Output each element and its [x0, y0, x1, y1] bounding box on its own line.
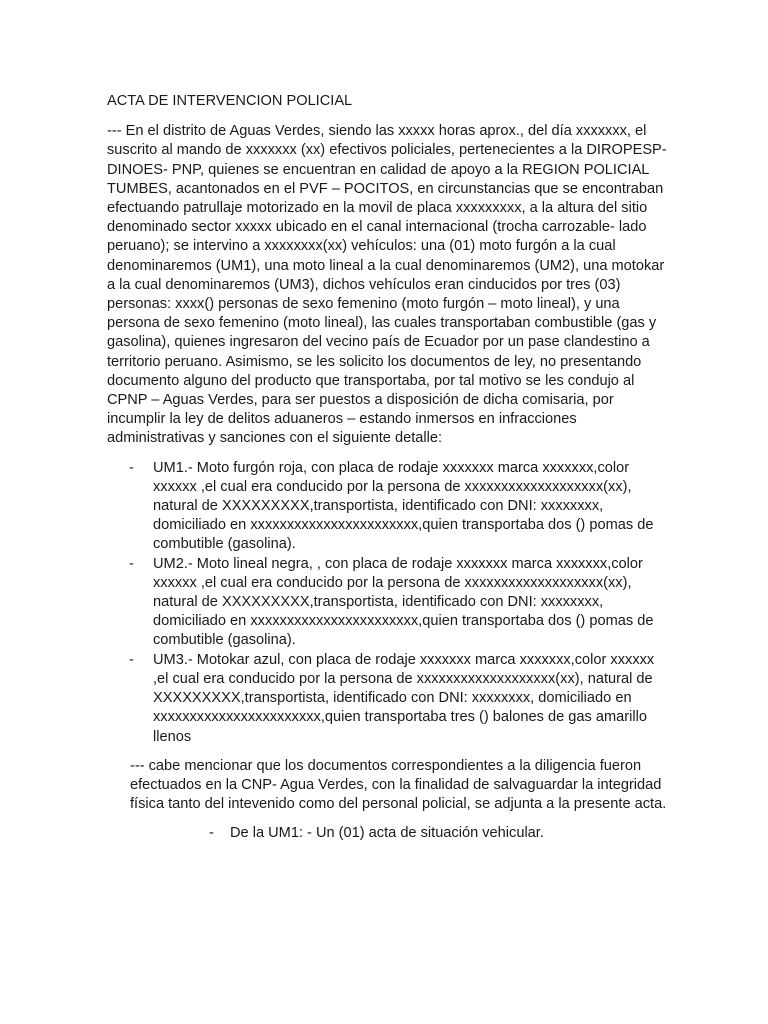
list-item-um3	[107, 651, 667, 747]
document-title: ACTA DE INTERVENCION POLICIAL	[107, 93, 353, 109]
closing-paragraph: --- cabe mencionar que los documentos correspondientes a la diligencia fueron efectuados en la CNP- Agua Verdes, con la finalidad de salvaguardar la integridad física tanto del intevenido como del personal policial, se adjunta a la presente acta.	[130, 757, 667, 813]
list-item-text: UM2.- Moto lineal negra, , con placa de rodaje xxxxxxx marca xxxxxxx,color xxxxxx ,el cual era conducido por la persona de xxxxxxxxxxxxxxxxxxx(xx), natural de XXXXXXXXX,transportista, identificado con DNI: xxxxxxxx, domiciliado en xxxxxxxxxxxxxxxxxxxxxxx,quien transportaba dos () pomas de combutible (gasolina).	[153, 555, 654, 649]
list-item-text: UM3.- Motokar azul, con placa de rodaje xxxxxxx marca xxxxxxx,color xxxxxx ,el cual era conducido por la persona de xxxxxxxxxxxxxxxxxxx(xx), natural de XXXXXXXXX,transportista, identificado con DNI: xxxxxxxx, domiciliado en xxxxxxxxxxxxxxxxxxxxxxx,quien transportaba tres () balones de gas amarillo llenos	[153, 651, 655, 745]
document-page	[107, 92, 667, 844]
list-dash: -	[129, 651, 134, 668]
list-item-um2	[107, 555, 667, 651]
list-item-um1	[107, 459, 667, 555]
annex-item-text: De la UM1: - Un (01) acta de situación vehicular.	[230, 825, 544, 842]
list-item-text: UM1.- Moto furgón roja, con placa de rodaje xxxxxxx marca xxxxxxx,color xxxxxx ,el cual era conducido por la persona de xxxxxxxxxxxxxxxxxxx(xx), natural de XXXXXXXXX,transportista, identificado con DNI: xxxxxxxx, domiciliado en xxxxxxxxxxxxxxxxxxxxxxx,quien transportaba dos () pomas de combutible (gasolina).	[153, 459, 654, 553]
list-dash: -	[129, 555, 134, 572]
intro-paragraph: --- En el distrito de Aguas Verdes, siendo las xxxxx horas aprox., del día xxxxxxx, el suscrito al mando de xxxxxxx (xx) efectivos policiales, pertenecientes a la DIROPESP- DINOES- PNP, quienes se encuentran en calidad de apoyo a la REGION POLICIAL TUMBES, acantonados en el PVF – POCITOS, en circunstancias que se encontraban efectuando patrullaje motorizado en la movil de placa xxxxxxxxx, a la altura del sitio denominado sector xxxxx ubicado en el canal internacional (trocha carrozable- lado peruano); se intervino a xxxxxxxx(xx) vehículos: una (01) moto furgón a la cual denominaremos (UM1), una moto lineal a la cual denominaremos (UM2), una motokar a la cual denominaremos (UM3), dichos vehículos eran cinducidos por tres (03) personas: xxxx() personas de sexo femenino (moto furgón – moto lineal), y una persona de sexo femenino (moto lineal), las cuales transportaban combustible (gas y gasolina), quienes ingresaron del vecino país de Ecuador por un pase clandestino a territorio peruano. Asimismo, se les solicito los documentos de ley, no presentando documento alguno del producto que transportaba, por tal motivo se les condujo al CPNP – Aguas Verdes, para ser puestos a disposición de dicha comisaria, por incumplir la ley de delitos aduaneros – estando inmersos en infracciones administrativas y sanciones con el siguiente detalle:	[107, 123, 667, 447]
vehicle-list	[107, 459, 667, 747]
list-dash: -	[209, 825, 214, 842]
list-dash: -	[129, 459, 134, 476]
annex-item	[107, 824, 667, 843]
